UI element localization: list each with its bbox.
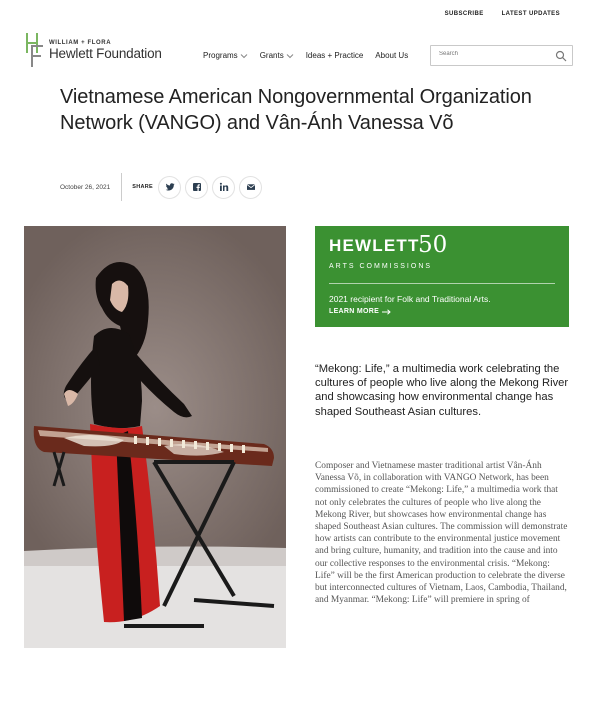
promo-body: 2021 recipient for Folk and Traditional Arts. [329,294,491,304]
facebook-icon [192,182,202,192]
publish-date: October 26, 2021 [60,183,111,191]
share-twitter-button[interactable] [158,176,181,199]
logo-big-text: Hewlett Foundation [49,45,162,61]
search-icon[interactable] [555,50,567,62]
promo-title: HEWLETT [329,236,420,255]
chevron-down-icon [286,53,294,59]
promo-number: 50 [418,232,448,258]
share-facebook-button[interactable] [185,176,208,199]
linkedin-icon [219,182,229,192]
learn-more-label: LEARN MORE [329,308,380,315]
nav-item-ideas[interactable] [306,51,364,60]
twitter-icon [165,182,175,192]
promo-subtitle: ARTS COMMISSIONS [329,263,433,270]
nav-item-grants[interactable] [260,51,294,60]
latest-updates-link[interactable]: LATEST UPDATES [501,11,560,17]
article-lead: “Mekong: Life,” a multimedia work celebrating the cultures of people who live along the Mekong River and showcasing how environmental change has shaped Southeast Asian cultures. [315,363,569,418]
nav-label: Grants [259,51,284,60]
nav-label: Ideas + Practice [305,51,364,60]
share-linkedin-button[interactable] [212,176,235,199]
learn-more-link[interactable] [329,308,391,315]
share-email-button[interactable] [239,176,262,199]
arrow-right-icon [382,309,391,315]
meta-divider [121,173,122,201]
logo-small-text: WILLIAM + FLORA [49,39,112,46]
email-icon [246,182,256,192]
article-meta [60,172,266,202]
logo-mark-icon [25,33,45,67]
nav-item-programs[interactable] [203,51,248,60]
page-title: Vietnamese American Nongovernmental Organization Network (VANGO) and Vân-Ánh Vanessa Võ [60,86,532,134]
artist-with-zither-image [24,226,286,648]
artist-photo [24,226,286,648]
share-label: SHARE [132,184,153,190]
chevron-down-icon [240,53,248,59]
hewlett-logo[interactable] [25,33,162,67]
search-input[interactable] [439,51,549,57]
utility-nav [445,11,560,17]
nav-item-about[interactable] [375,51,408,60]
hewlett-50-promo[interactable] [315,226,569,327]
search-box [430,45,573,66]
promo-divider [329,283,555,284]
nav-label: About Us [375,51,409,60]
article-body: Composer and Vietnamese master traditional artist Vân-Ánh Vanessa Võ, in collaboration with VANGO Network, has been commissioned to create “Mekong: Life,” a multimedia work that not only celebrates the cultures of people who live along the Mekong River, but showcases how environmental change has shaped Southeast Asian cultures. The commission will demonstrate how artists can contribute to the environmental justice movement and bring culture, humanity, and tradition into the cause and into our collective responses to the environmental crisis. “Mekong: Life” will be the first American production to celebrate the diverse but interconnected cultures of Vietnam, Laos, Cambodia, Thailand, and Myanmar. “Mekong: Life” will premiere in spring of [315,461,568,606]
main-nav [203,51,408,60]
nav-label: Programs [203,51,238,60]
subscribe-link[interactable]: SUBSCRIBE [444,11,484,17]
